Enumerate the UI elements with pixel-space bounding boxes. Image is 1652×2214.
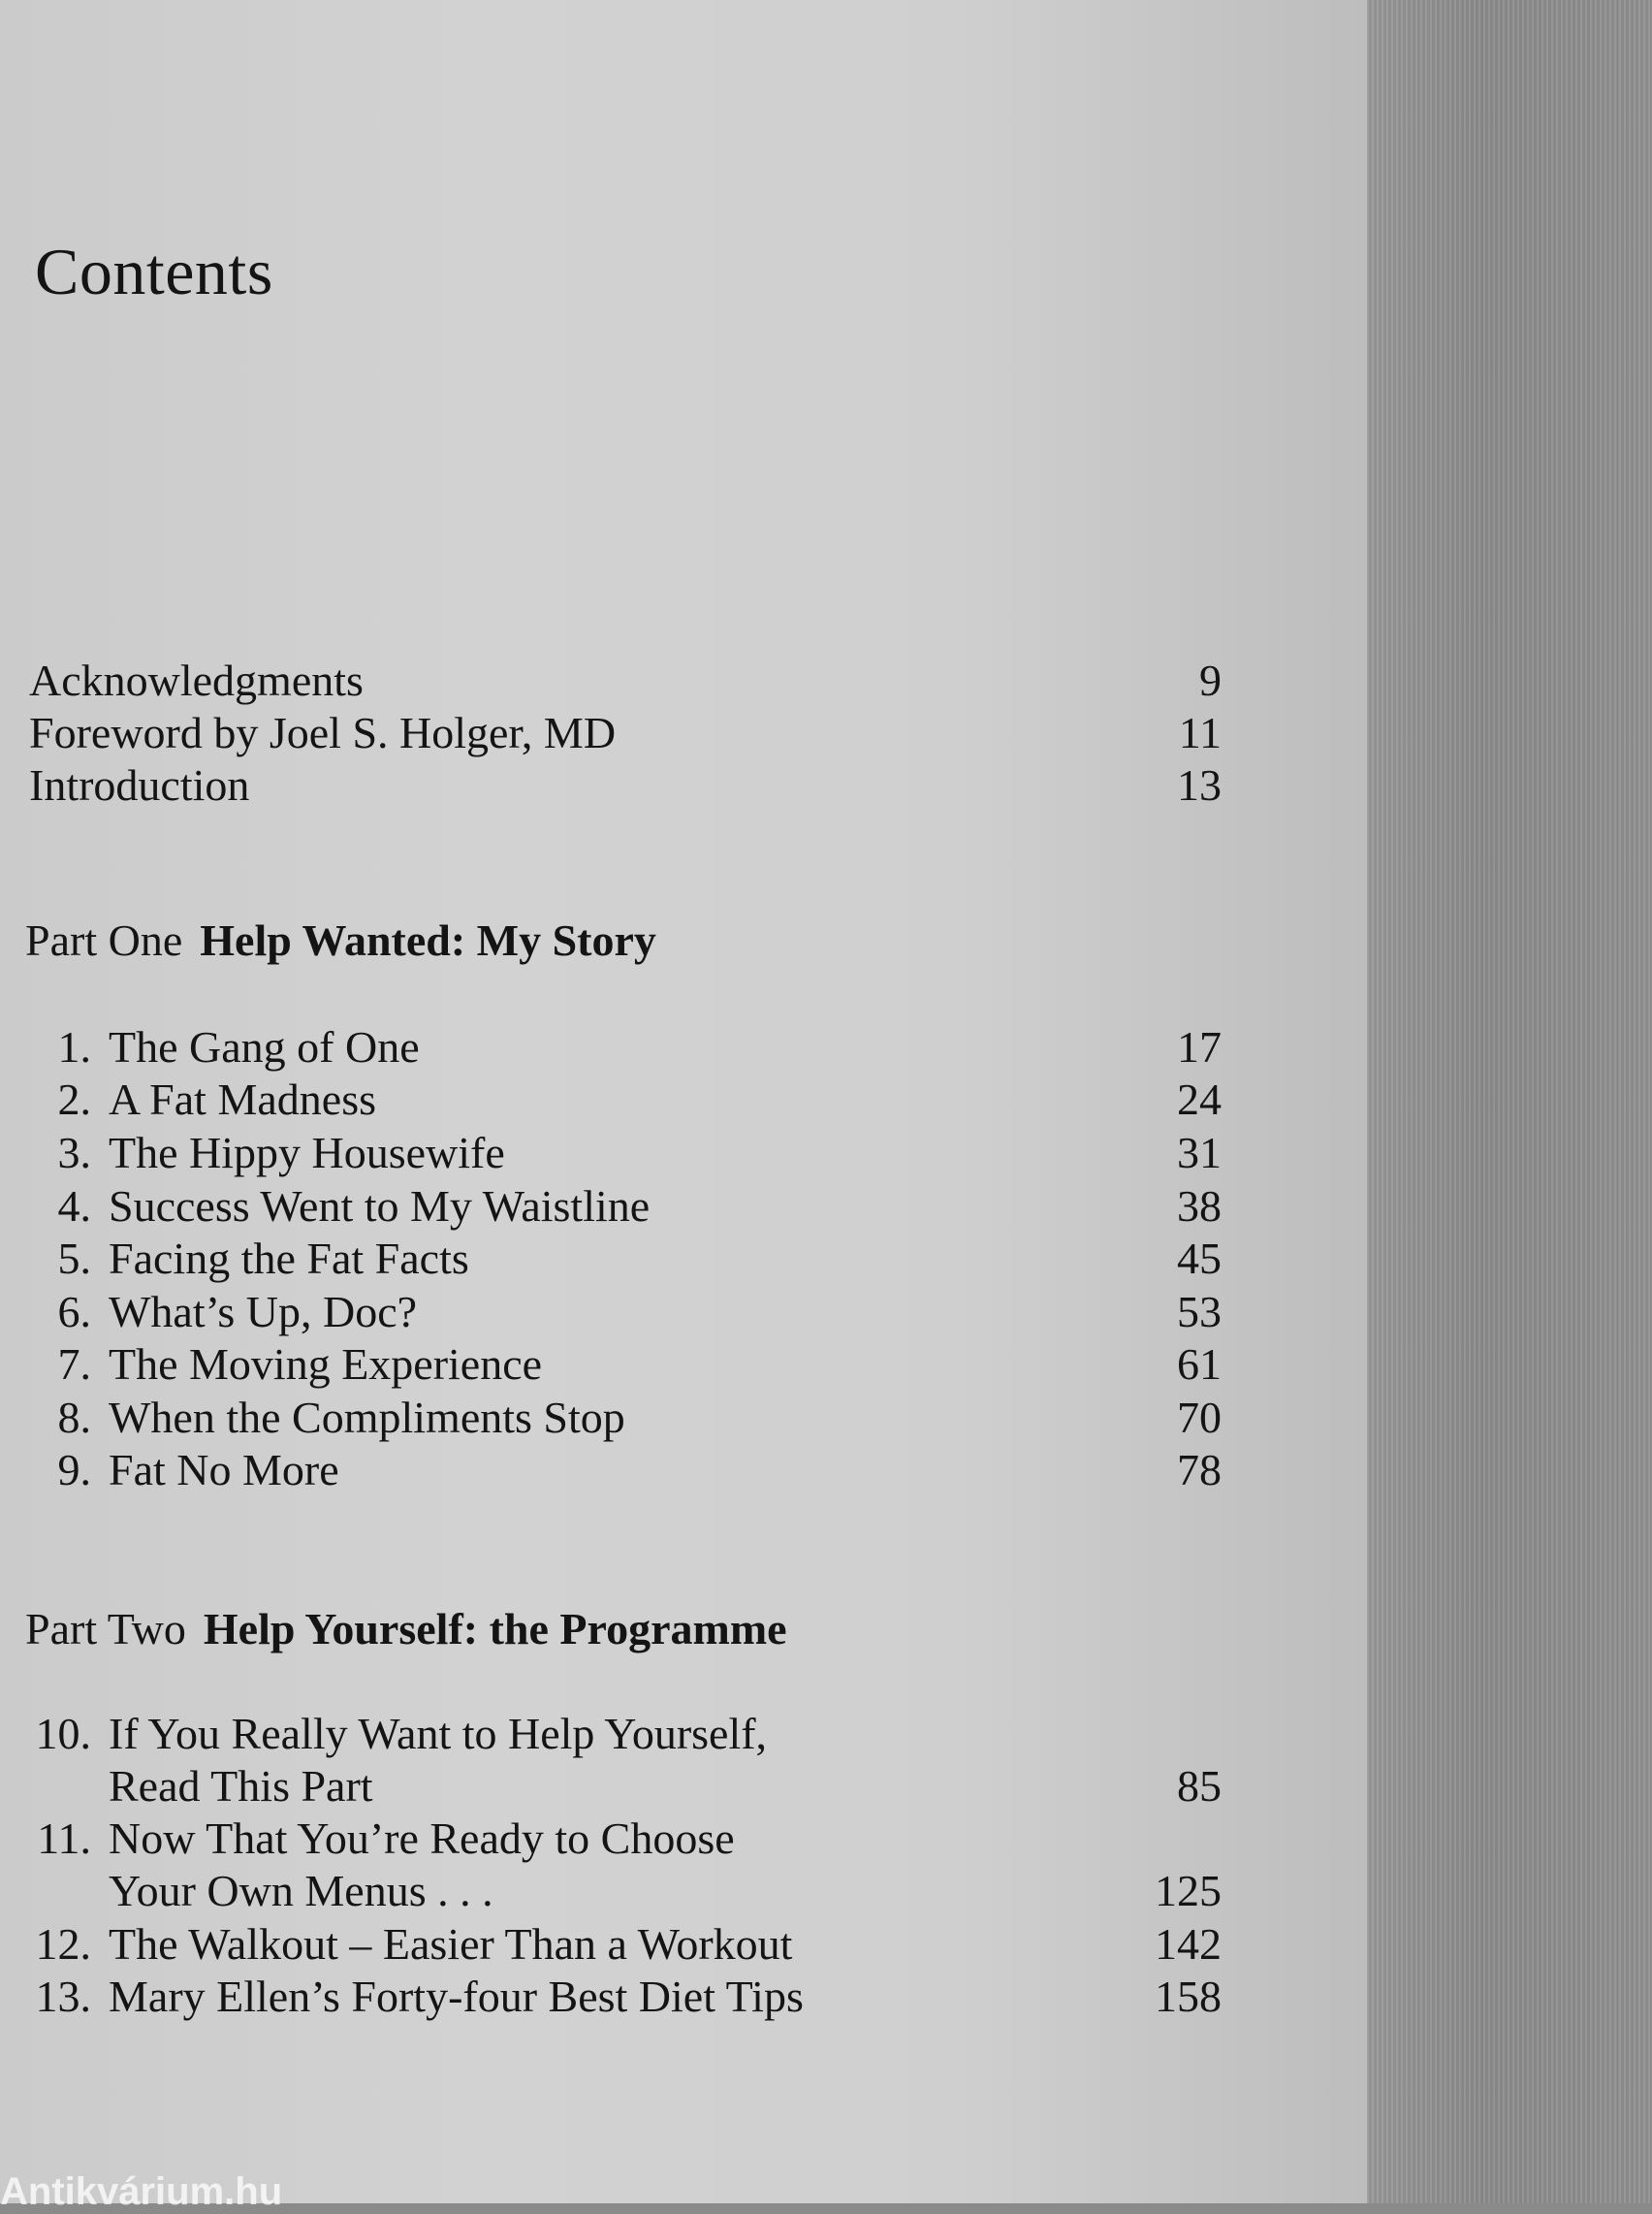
toc-chapter-10-line1 [27, 1708, 1222, 1760]
toc-chapter-4 [27, 1180, 1222, 1233]
toc-page-number: 142 [1155, 1919, 1222, 1969]
chapter-title: Fat No More [109, 1445, 339, 1494]
chapter-number: 1. [57, 1022, 91, 1072]
toc-page-number: 70 [1177, 1393, 1222, 1442]
toc-page-number: 24 [1177, 1075, 1222, 1124]
part-name: Help Yourself: the Programme [203, 1604, 787, 1653]
part-prefix: Part One [25, 915, 183, 965]
toc-entry-label: Acknowledgments [29, 656, 364, 705]
chapter-number: 4. [57, 1181, 91, 1231]
chapter-title: Facing the Fat Facts [109, 1234, 469, 1283]
part-two-heading [25, 1603, 787, 1655]
chapter-number: 2. [57, 1075, 91, 1124]
toc-page-number: 125 [1155, 1866, 1222, 1915]
toc-page-number: 13 [1177, 760, 1222, 810]
chapter-title: The Hippy Housewife [109, 1128, 505, 1177]
toc-page-number: 78 [1177, 1445, 1222, 1494]
toc-chapter-6 [27, 1286, 1222, 1338]
chapter-title-continued: Your Own Menus . . . [109, 1866, 493, 1915]
chapter-title-continued: Read This Part [109, 1761, 373, 1811]
toc-chapter-9 [27, 1444, 1222, 1496]
toc-chapter-1 [27, 1021, 1222, 1074]
toc-chapter-12 [27, 1918, 1222, 1971]
chapter-number: 7. [57, 1339, 91, 1389]
toc-entry-acknowledgments [27, 655, 1222, 707]
toc-chapter-11-line1 [27, 1813, 1222, 1865]
toc-chapter-7 [27, 1338, 1222, 1391]
chapter-number: 10. [35, 1709, 91, 1758]
toc-page-number: 61 [1177, 1339, 1222, 1389]
toc-page-number: 53 [1177, 1287, 1222, 1336]
toc-entry-introduction [27, 759, 1222, 812]
facing-page-edge [1367, 0, 1652, 2203]
toc-page-number: 31 [1177, 1128, 1222, 1177]
chapter-title: The Gang of One [109, 1022, 420, 1072]
chapter-title: Now That You’re Ready to Choose [109, 1813, 735, 1863]
toc-chapter-13 [27, 1971, 1222, 2023]
chapter-number: 12. [35, 1919, 91, 1969]
chapter-number: 9. [57, 1445, 91, 1494]
chapter-title: A Fat Madness [109, 1075, 376, 1124]
toc-page-number: 45 [1177, 1234, 1222, 1283]
toc-page-number: 38 [1177, 1181, 1222, 1231]
chapter-number: 3. [57, 1128, 91, 1177]
toc-page-number: 11 [1178, 708, 1222, 757]
chapter-title: The Moving Experience [109, 1339, 543, 1389]
toc-chapter-2 [27, 1074, 1222, 1126]
toc-page-number: 9 [1199, 656, 1222, 705]
chapter-number: 8. [57, 1393, 91, 1442]
chapter-number: 11. [37, 1813, 91, 1863]
part-prefix: Part Two [25, 1604, 186, 1653]
chapter-title: If You Really Want to Help Yourself, [109, 1709, 768, 1758]
chapter-number: 13. [35, 1972, 91, 2021]
toc-page-number: 17 [1177, 1022, 1222, 1072]
toc-page-number: 158 [1155, 1972, 1222, 2021]
toc-entry-label: Introduction [29, 760, 250, 810]
toc-chapter-11-line2 [27, 1865, 1222, 1917]
toc-entry-foreword [27, 707, 1222, 759]
part-name: Help Wanted: My Story [200, 915, 656, 965]
toc-chapter-8 [27, 1392, 1222, 1444]
page-title: Contents [35, 235, 273, 308]
chapter-title: Success Went to My Waistline [109, 1181, 651, 1231]
toc-page-number: 85 [1177, 1761, 1222, 1811]
toc-chapter-10-line2 [27, 1760, 1222, 1813]
chapter-title: When the Compliments Stop [109, 1393, 625, 1442]
chapter-title: Mary Ellen’s Forty-four Best Diet Tips [109, 1972, 804, 2021]
chapter-title: The Walkout – Easier Than a Workout [109, 1919, 793, 1969]
watermark: Antikvárium.hu [0, 2170, 283, 2213]
toc-chapter-3 [27, 1127, 1222, 1179]
part-one-heading [25, 914, 656, 967]
chapter-number: 6. [57, 1287, 91, 1336]
toc-entry-label: Foreword by Joel S. Holger, MD [29, 708, 617, 757]
toc-chapter-5 [27, 1233, 1222, 1285]
chapter-number: 5. [57, 1234, 91, 1283]
chapter-title: What’s Up, Doc? [109, 1287, 418, 1336]
